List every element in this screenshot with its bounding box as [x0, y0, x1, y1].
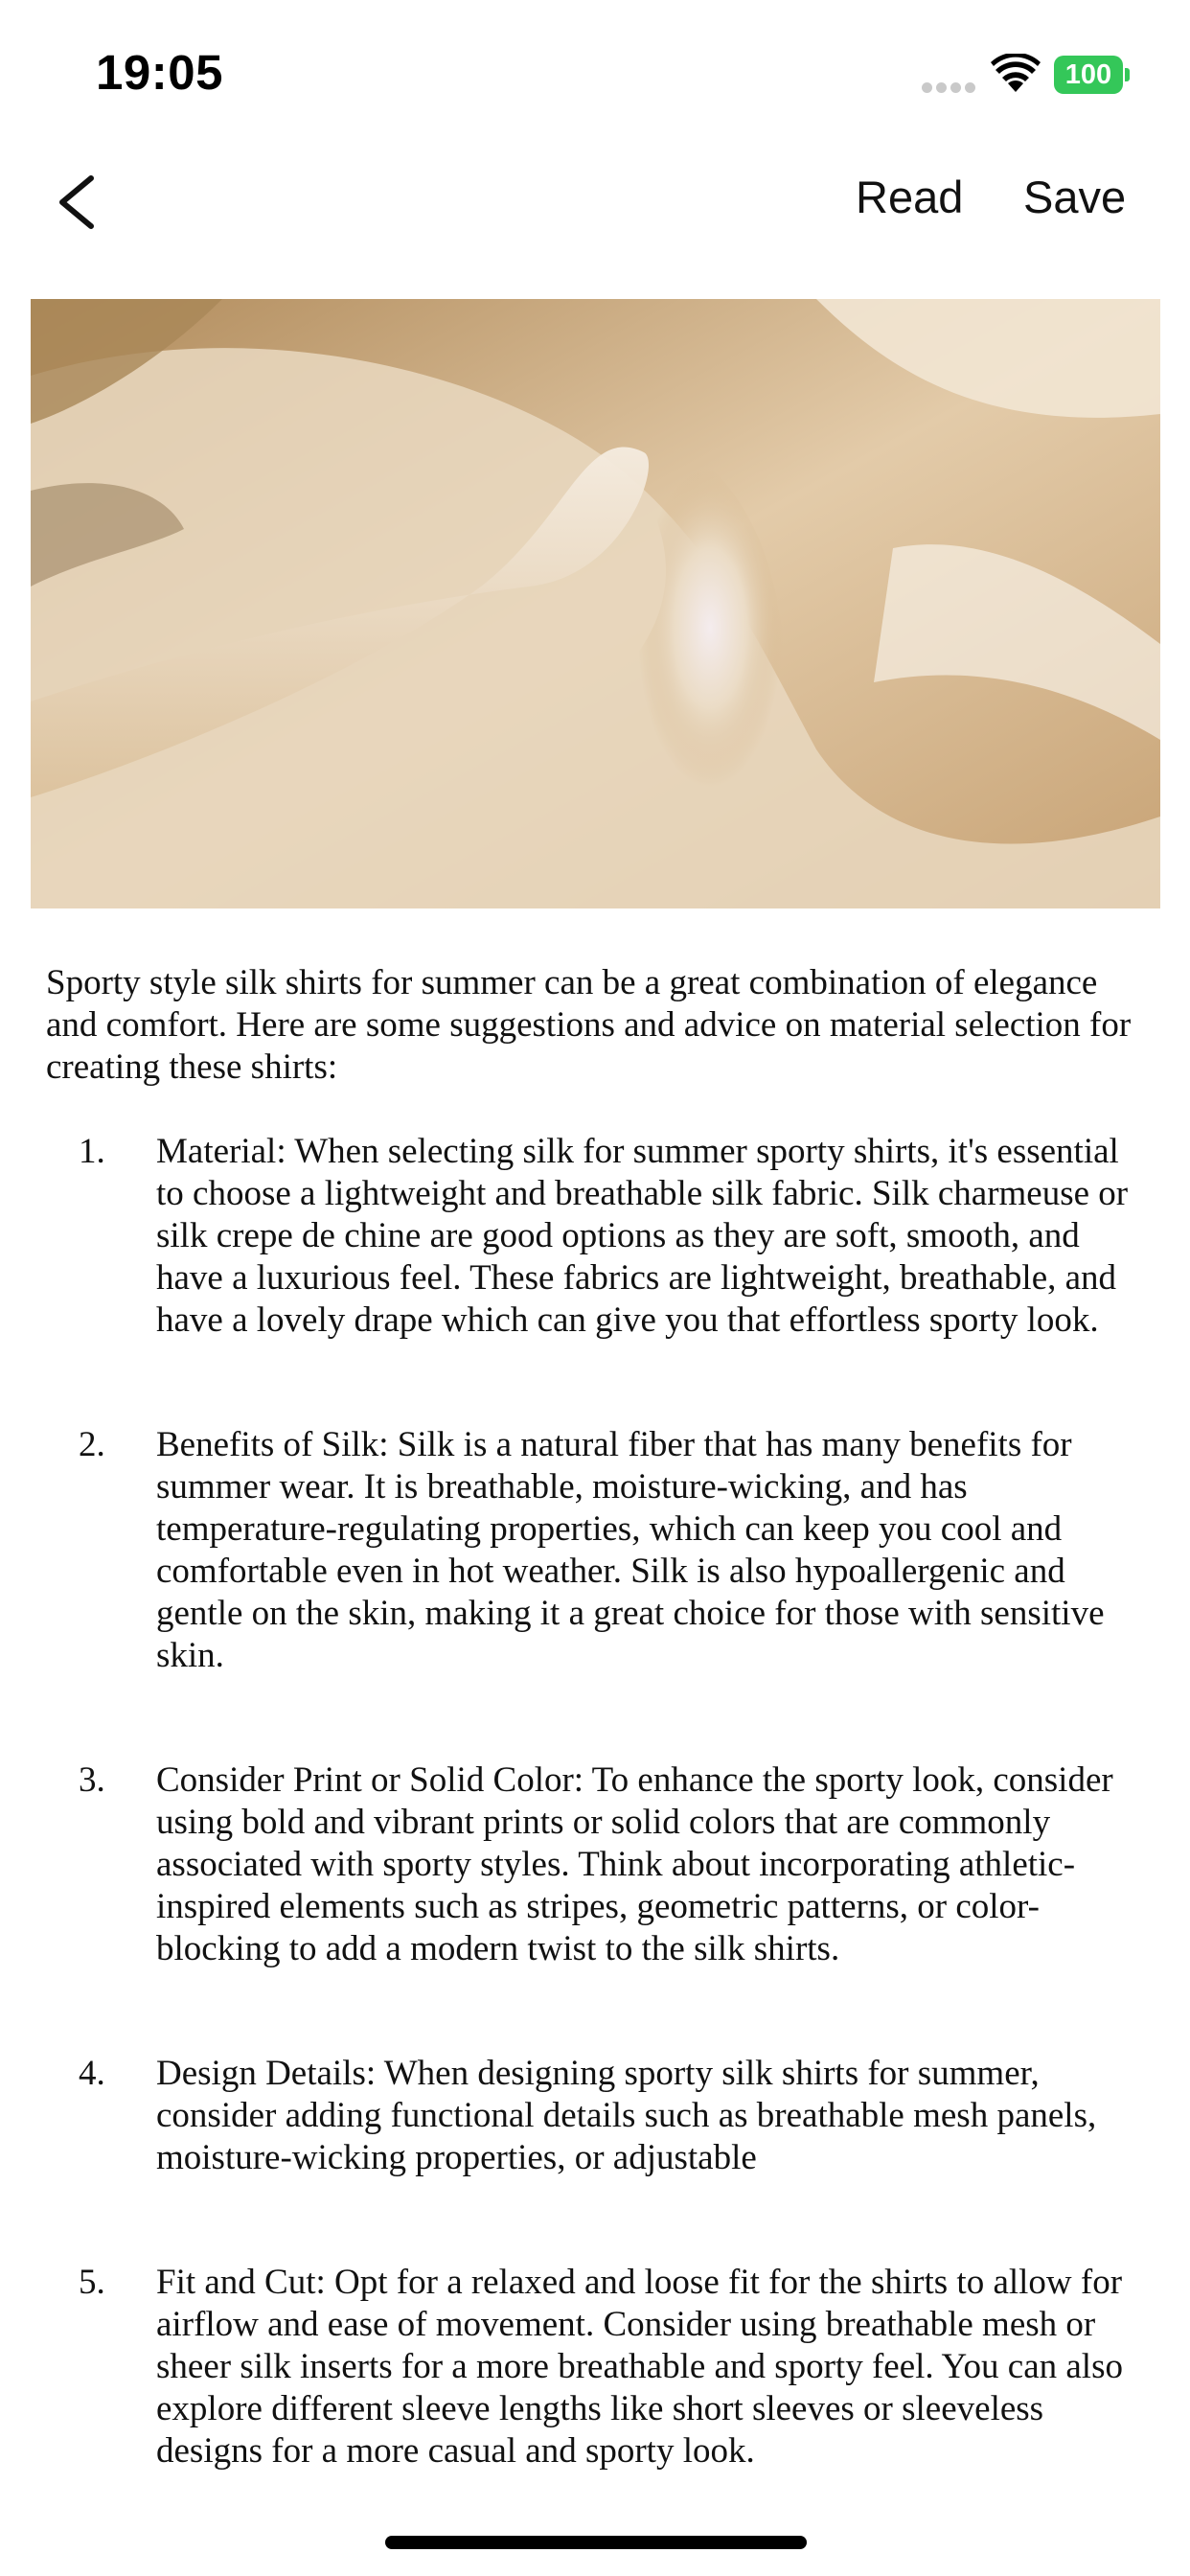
status-bar	[0, 0, 1190, 144]
save-button[interactable]: Save	[1023, 172, 1127, 222]
wifi-icon	[991, 54, 1041, 94]
list-item-text: Fit and Cut: Opt for a relaxed and loose fit for the shirts to allow for airflow and ease of movement. Consider using breathable mesh or sheer silk inserts for a more breathable and sporty feel. You can also explore different sleeve lengths like short sleeves or sleeveless designs for a more casual and sporty look.	[156, 2263, 1123, 2471]
list-item-text: Material: When selecting silk for summer sporty shirts, it's essential to choose a lightweight and breathable silk fabric. Silk charmeuse or silk crepe de chine are good options as they are soft, smooth, and have a luxurious feel. These fabrics are lightweight, breathable, and have a lovely drape which can give you that effortless sporty look.	[156, 1132, 1129, 1340]
silk-fabric-image	[31, 299, 1160, 908]
list-item-number: 5.	[79, 2263, 105, 2302]
battery-level: 100	[1054, 56, 1123, 94]
home-indicator[interactable]	[385, 2536, 807, 2549]
back-button[interactable]	[42, 169, 109, 236]
list-item	[46, 1131, 1148, 1342]
nav-bar	[0, 144, 1190, 259]
chevron-left-icon	[55, 174, 97, 230]
read-button[interactable]: Read	[856, 172, 964, 222]
list-item	[46, 1760, 1148, 1970]
list-item	[46, 2053, 1148, 2179]
list-item	[46, 2262, 1148, 2472]
list-item	[46, 1424, 1148, 1677]
list-item-number: 2.	[79, 1425, 105, 1464]
signal-icon	[922, 82, 977, 96]
list-item-number: 4.	[79, 2054, 105, 2093]
status-time: 19:05	[96, 45, 223, 100]
battery-icon	[1054, 56, 1129, 94]
list-item-text: Consider Print or Solid Color: To enhance the sporty look, consider using bold and vibrant prints or solid colors that are commonly associated with sporty styles. Think about incorporating athletic-inspired elements such as stripes, geometric patterns, or color-blocking to add a modern twist to the silk shirts.	[156, 1760, 1113, 1968]
article-intro: Sporty style silk shirts for summer can be a great combination of elegance and comfort. Here are some suggestions and advice on material selection for creating these shirts:	[46, 963, 1132, 1087]
article-body	[46, 962, 1148, 2555]
list-item-text: Benefits of Silk: Silk is a natural fiber that has many benefits for summer wear. It is breathable, moisture-wicking, and has temperature-regulating properties, which can keep you cool and comfortable even in hot weather. Silk is also hypoallergenic and gentle on the skin, making it a great choice for those with sensitive skin.	[156, 1425, 1105, 1675]
list-item-text: Design Details: When designing sporty silk shirts for summer, consider adding functional details such as breathable mesh panels, moisture-wicking properties, or adjustable	[156, 2054, 1097, 2177]
list-item-number: 1.	[79, 1132, 105, 1171]
list-item-number: 3.	[79, 1760, 105, 1800]
